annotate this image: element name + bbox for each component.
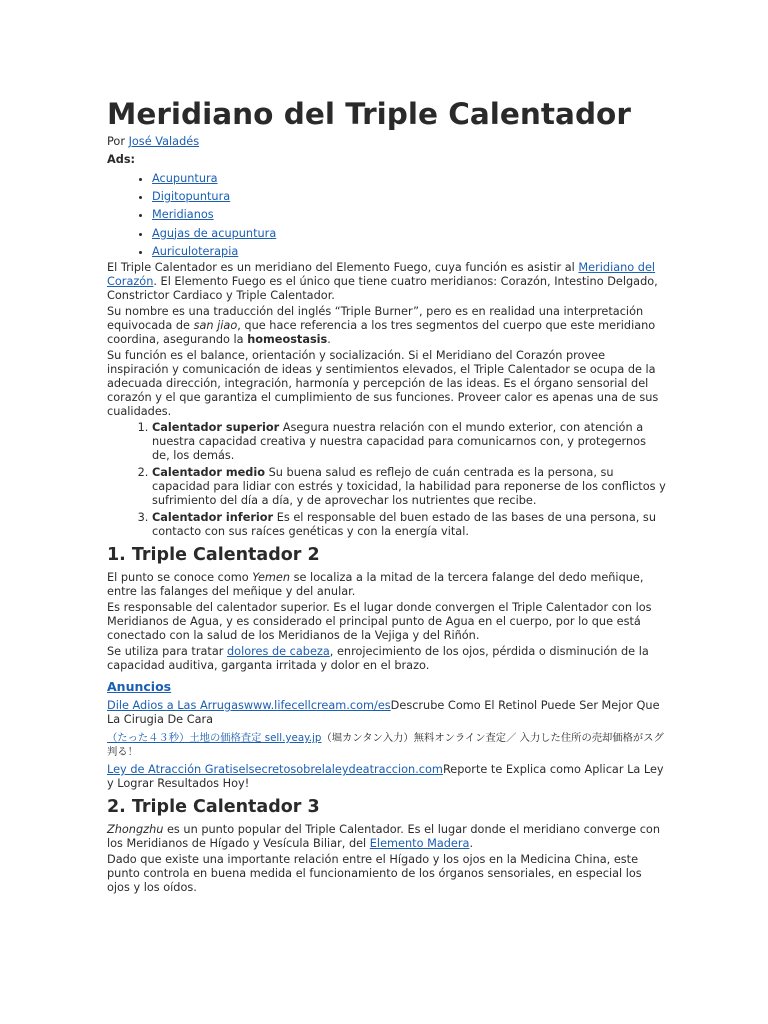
ad-item: Ley de Atracción Gratiselsecretosobrelaleydeatraccion.comReporte te Explica como Aplicar La Ley y Lograr Resultados Hoy!	[107, 763, 664, 791]
dolores-cabeza-link[interactable]: dolores de cabeza	[227, 645, 330, 659]
list-item: 3. Calentador inferior Es el responsable del buen estado de las bases de una persona, su contacto con sus raíces genéticas y con la energía vital.	[152, 511, 667, 539]
ad-link[interactable]: Dile Adios a Las Arrugaswww.lifecellcream.com/es	[107, 699, 391, 713]
elemento-madera-link[interactable]: Elemento Madera	[369, 837, 470, 851]
section2-paragraph-1: Zhongzhu es un punto popular del Triple Calentador. Es el lugar donde el meridiano converge con los Meridianos de Hígado y Vesícula Biliar, del Elemento Madera.	[107, 823, 661, 851]
list-item: 1. Calentador superior Asegura nuestra relación con el mundo exterior, con atención a nuestra capacidad creativa y nuestra capacidad para comunicarnos con, y protegernos de, los demás.	[152, 421, 667, 463]
ad-link-digitopuntura[interactable]: Digitopuntura	[152, 190, 231, 204]
article	[107, 96, 667, 897]
ads-link-list	[107, 170, 667, 261]
calentador-list	[107, 421, 667, 539]
ad-link-acupuntura[interactable]: Acupuntura	[152, 172, 218, 185]
section1-paragraph-2: Es responsable del calentador superior. Es el lugar donde convergen el Triple Calentador con los Meridianos de Agua, y es considerado el principal punto de Agua en el cuerpo, por lo que está conectado con la salud de los Meridianos de la Vejiga y del Riñón.	[107, 601, 652, 643]
section-heading-1: 1. Triple Calentador 2	[107, 545, 320, 566]
byline	[107, 134, 667, 150]
list-item	[152, 225, 667, 243]
intro-paragraph-3: Su función es el balance, orientación y socialización. Si el Meridiano del Corazón provee inspiración y comunicación de ideas y sentimientos elevados, el Triple Calentador se ocupa de la adecuada dirección, integración, harmonía y percepción de las ideas. Es el órgano sensorial del corazón y el que garantiza el cumplimiento de sus funciones. Proveer calor es apenas una de sus cualidades.	[107, 349, 659, 419]
section2-paragraph-2: Dado que existe una importante relación entre el Hígado y los ojos en la Medicina China, este punto controla en buena medida el funcionamiento de los órganos sensoriales, en especial los ojos y los oídos.	[107, 853, 642, 895]
ad-link-auriculoterapia[interactable]: Auriculoterapia	[152, 244, 239, 258]
section1-paragraph-3: Se utiliza para tratar dolores de cabeza, enrojecimiento de los ojos, pérdida o disminución de la capacidad auditiva, garganta irritada y dolor en el brazo.	[107, 645, 649, 673]
ad-link-agujas[interactable]: Agujas de acupuntura	[152, 226, 277, 240]
list-item	[152, 188, 667, 206]
author-link[interactable]: José Valadés	[128, 135, 200, 148]
section1-paragraph-1: El punto se conoce como Yemen se localiza a la mitad de la tercera falange del dedo meñique, entre las falanges del meñique y del anular.	[107, 571, 644, 599]
list-item	[152, 206, 667, 224]
intro-paragraph-2: Su nombre es una traducción del inglés “Triple Burner”, pero es en realidad una interpretación equivocada de san jiao, que hace referencia a los tres segmentos del cuerpo que este meridiano coordina, asegurando la homeostasis.	[107, 305, 656, 347]
section-heading-2: 2. Triple Calentador 3	[107, 797, 320, 818]
meridiano-corazon-link[interactable]: Meridiano del Corazón	[107, 261, 656, 289]
ad-link[interactable]: Ley de Atracción Gratiselsecretosobrelaleydeatraccion.com	[107, 763, 443, 777]
ad-item: （たった４３秒）土地の価格査定 sell.yeay.jp（堀カンタン入力）無料オンライン査定／ 入力した住所の売却価格がスグ判る！	[107, 732, 664, 759]
list-item: 2. Calentador medio Su buena salud es reflejo de cuán centrada es la persona, su capacidad para lidiar con estrés y toxicidad, la habilidad para reponerse de los conflictos y sufrimiento del día a día, y de aprovechar los nutrientes que recibe.	[152, 466, 667, 508]
anuncios-link[interactable]: Anuncios	[107, 679, 172, 695]
ad-link-meridianos[interactable]: Meridianos	[152, 208, 214, 222]
page-title: Meridiano del Triple Calentador	[107, 97, 631, 131]
list-item	[152, 170, 667, 188]
ads-label: Ads:	[107, 153, 136, 166]
ad-item: Dile Adios a Las Arrugaswww.lifecellcream.com/esDescrube Como El Retinol Puede Ser Mejor Que La Cirugia De Cara	[107, 699, 660, 727]
intro-paragraph-1: El Triple Calentador es un meridiano del Elemento Fuego, cuya función es asistir al Meridiano del Corazón. El Elemento Fuego es el único que tiene cuatro meridianos: Corazón, Intestino Delgado, Constrictor Cardiaco y Triple Calentador.	[107, 261, 658, 303]
ad-link[interactable]: （たった４３秒）土地の価格査定 sell.yeay.jp	[107, 732, 322, 745]
byline-prefix: Por	[107, 135, 129, 148]
list-item	[152, 243, 667, 261]
